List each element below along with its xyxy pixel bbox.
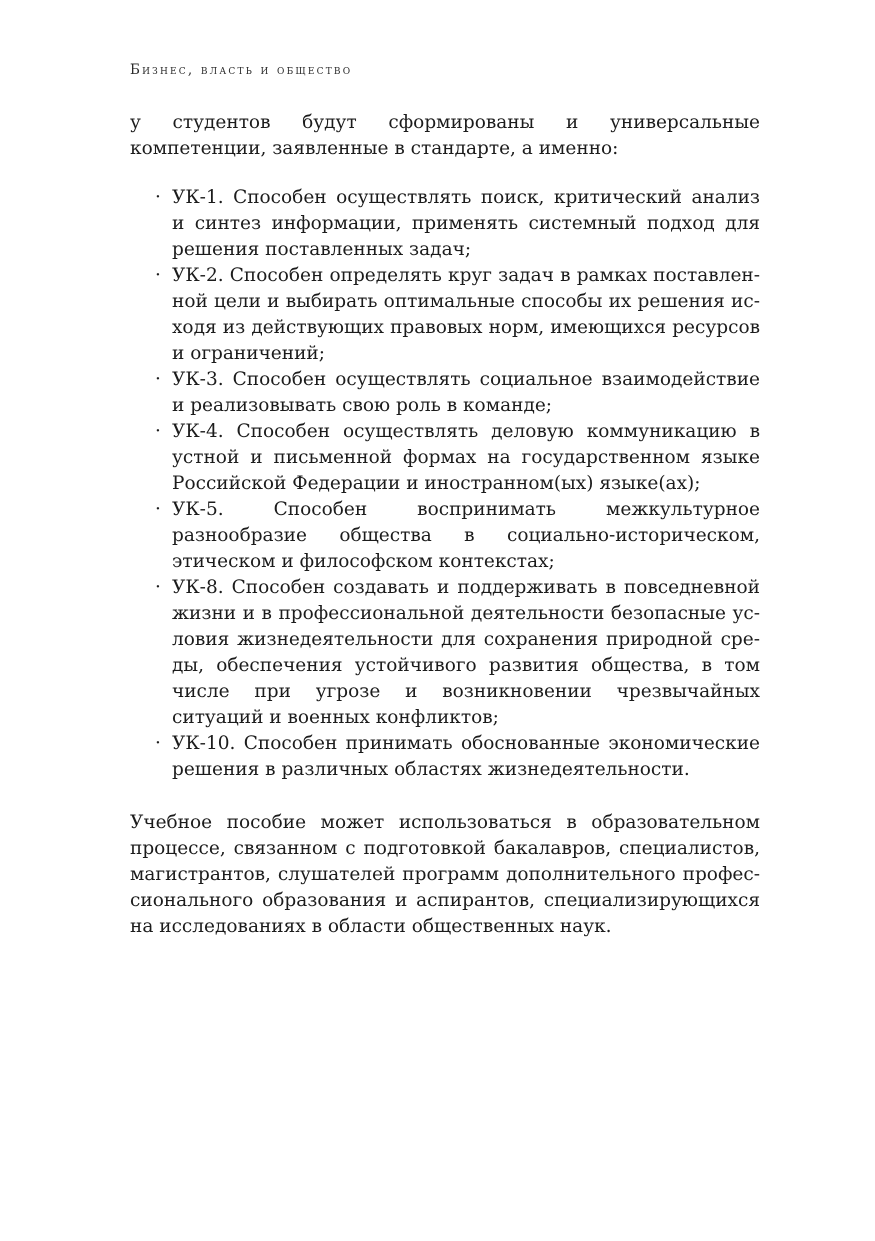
list-item-text: УК-4. Способен осуществлять деловую коммуникацию в устной и письменной формах на государственном языке Российской Федерации и иностранном(ых) языке(ах); xyxy=(172,421,760,494)
bullet-icon: · xyxy=(155,499,161,520)
intro-paragraph: у студентов будут сформированы и универсальные компетенции, заявленные в стандарте, а именно: xyxy=(130,112,760,159)
list-item xyxy=(152,185,760,263)
list-item xyxy=(152,575,760,731)
list-item-text: УК-10. Способен принимать обоснованные экономические решения в различных областях жизнедеятельности. xyxy=(172,733,760,780)
list-item xyxy=(152,367,760,419)
competency-list xyxy=(152,185,760,783)
running-head: Бизнес, власть и общество xyxy=(130,62,353,78)
list-item xyxy=(152,419,760,497)
bullet-icon: · xyxy=(155,577,161,598)
list-item-text: УК-8. Способен создавать и поддерживать в повседневной жизни и в профессиональной деятельности безопасные условия жизнедеятельности для сохранения природной среды, обеспечения устойчивого развития общества, в том числе при угрозе и возникновении чрезвычайных ситуаций и военных конфликтов; xyxy=(172,577,760,728)
bullet-icon: · xyxy=(155,733,161,754)
outro-paragraph: Учебное пособие может использоваться в образовательном процессе, связанном с подготовкой бакалавров, специалистов, магистрантов, слушателей программ дополнительного профессионального образования и аспирантов, специализирующихся на исследованиях в области общественных наук. xyxy=(130,812,760,937)
bullet-icon: · xyxy=(155,369,161,390)
list-item-text: УК-3. Способен осуществлять социальное взаимодействие и реализовывать свою роль в команде; xyxy=(172,369,760,416)
bullet-icon: · xyxy=(155,265,161,286)
list-item-text: УК-2. Способен определять круг задач в рамках поставленной цели и выбирать оптимальные способы их решения исходя из действующих правовых норм, имеющихся ресурсов и ограничений; xyxy=(172,265,760,364)
list-item xyxy=(152,497,760,575)
list-item-text: УК-5. Способен воспринимать межкультурное разнообразие общества в социально-историческом, этическом и философском контекстах; xyxy=(172,499,760,572)
list-item xyxy=(152,731,760,783)
bullet-icon: · xyxy=(155,421,161,442)
bullet-icon: · xyxy=(155,187,161,208)
list-item-text: УК-1. Способен осуществлять поиск, критический анализ и синтез информации, применять системный подход для решения поставленных задач; xyxy=(172,187,760,260)
list-item xyxy=(152,263,760,367)
